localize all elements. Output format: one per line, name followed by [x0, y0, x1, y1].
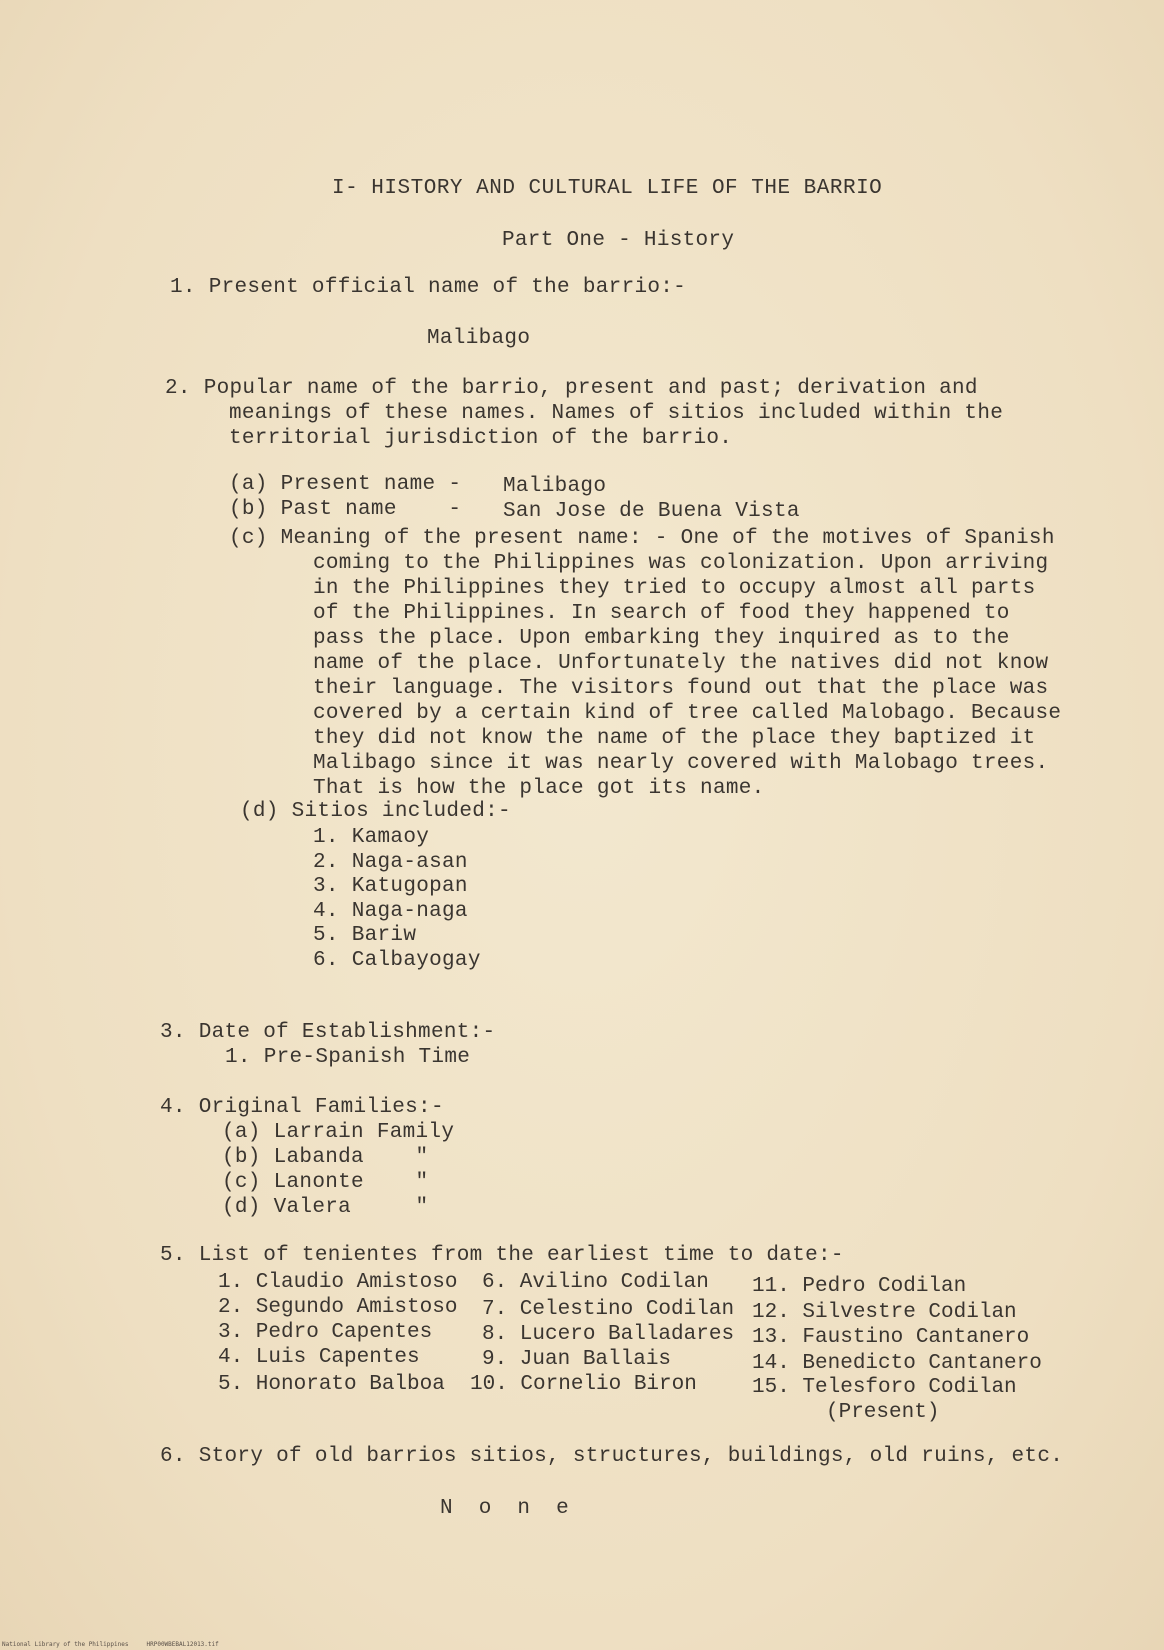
q2-b-value: San Jose de Buena Vista — [503, 500, 800, 523]
teniente-item: 6. Avilino Codilan — [482, 1271, 709, 1294]
teniente-item: 2. Segundo Amistoso — [218, 1296, 458, 1319]
q5-question: 5. List of tenientes from the earliest time to date:- — [160, 1244, 844, 1267]
family-item: (c) Lanonte " — [222, 1171, 429, 1194]
present-note: (Present) — [826, 1401, 940, 1424]
q2-c-line: covered by a certain kind of tree called Malobago. Because — [313, 702, 1062, 725]
document-title: I- HISTORY AND CULTURAL LIFE OF THE BARRIO — [332, 177, 883, 200]
q2-c-line: coming to the Philippines was colonization. Upon arriving — [313, 552, 1049, 575]
sitio-item: 1. Kamaoy — [313, 826, 430, 849]
teniente-item: 1. Claudio Amistoso — [218, 1271, 458, 1294]
sitio-item: 5. Bariw — [313, 924, 417, 947]
teniente-item: 4. Luis Capentes — [218, 1346, 420, 1369]
sitio-item: 3. Katugopan — [313, 875, 468, 898]
q2-c-line: (c) Meaning of the present name: - One of the motives of Spanish — [229, 527, 1055, 550]
q2-c-line: their language. The visitors found out that the place was — [313, 677, 1049, 700]
teniente-item: 8. Lucero Balladares — [482, 1323, 735, 1346]
q2-c-line: Malibago since it was nearly covered with Malobago trees. — [313, 752, 1049, 775]
q3-question: 3. Date of Establishment:- — [160, 1021, 496, 1044]
q2-d-label: (d) Sitios included:- — [240, 800, 511, 823]
section-subtitle: Part One - History — [502, 229, 735, 252]
q6-answer: N o n e — [440, 1497, 570, 1520]
teniente-item: 14. Benedicto Cantanero — [752, 1352, 1042, 1375]
teniente-item: 10. Cornelio Biron — [470, 1373, 697, 1396]
teniente-item: 9. Juan Ballais — [482, 1348, 672, 1371]
teniente-item: 7. Celestino Codilan — [482, 1298, 735, 1321]
q2-c-line: they did not know the name of the place they baptized it — [313, 727, 1036, 750]
q2-c-line: in the Philippines they tried to occupy almost all parts — [313, 577, 1036, 600]
sitio-item: 4. Naga-naga — [313, 900, 468, 923]
q2-question-line: meanings of these names. Names of sitios included within the — [229, 402, 1004, 425]
family-item: (d) Valera " — [222, 1196, 429, 1219]
family-item: (b) Labanda " — [222, 1146, 429, 1169]
q1-question: 1. Present official name of the barrio:- — [170, 276, 687, 299]
family-item: (a) Larrain Family — [222, 1121, 455, 1144]
q2-question-line: territorial jurisdiction of the barrio. — [229, 427, 733, 450]
teniente-item: 13. Faustino Cantanero — [752, 1326, 1030, 1349]
q3-answer: 1. Pre-Spanish Time — [225, 1046, 471, 1069]
q2-c-line: of the Philippines. In search of food they happened to — [313, 602, 1010, 625]
q2-b-label: (b) Past name - — [229, 498, 462, 521]
q4-question: 4. Original Families:- — [160, 1096, 444, 1119]
q6-question: 6. Story of old barrios sitios, structures, buildings, old ruins, etc. — [160, 1445, 1064, 1468]
q2-c-line: That is how the place got its name. — [313, 777, 765, 800]
teniente-item: 3. Pedro Capentes — [218, 1321, 433, 1344]
q2-c-line: name of the place. Unfortunately the natives did not know — [313, 652, 1049, 675]
teniente-item: 12. Silvestre Codilan — [752, 1301, 1017, 1324]
teniente-item: 5. Honorato Balboa — [218, 1373, 445, 1396]
sitio-item: 6. Calbayogay — [313, 949, 481, 972]
q1-answer: Malibago — [427, 327, 531, 350]
teniente-item: 11. Pedro Codilan — [752, 1275, 967, 1298]
sitio-item: 2. Naga-asan — [313, 851, 468, 874]
q2-c-line: pass the place. Upon embarking they inquired as to the — [313, 627, 1010, 650]
q2-a-value: Malibago — [503, 475, 607, 498]
teniente-item: 15. Telesforo Codilan — [752, 1376, 1017, 1399]
archive-footer: National Library of the Philippines HRP00WBEBAL12013.tif — [2, 1641, 219, 1648]
q2-a-label: (a) Present name - — [229, 473, 462, 496]
q2-question-line: 2. Popular name of the barrio, present and past; derivation and — [165, 377, 978, 400]
